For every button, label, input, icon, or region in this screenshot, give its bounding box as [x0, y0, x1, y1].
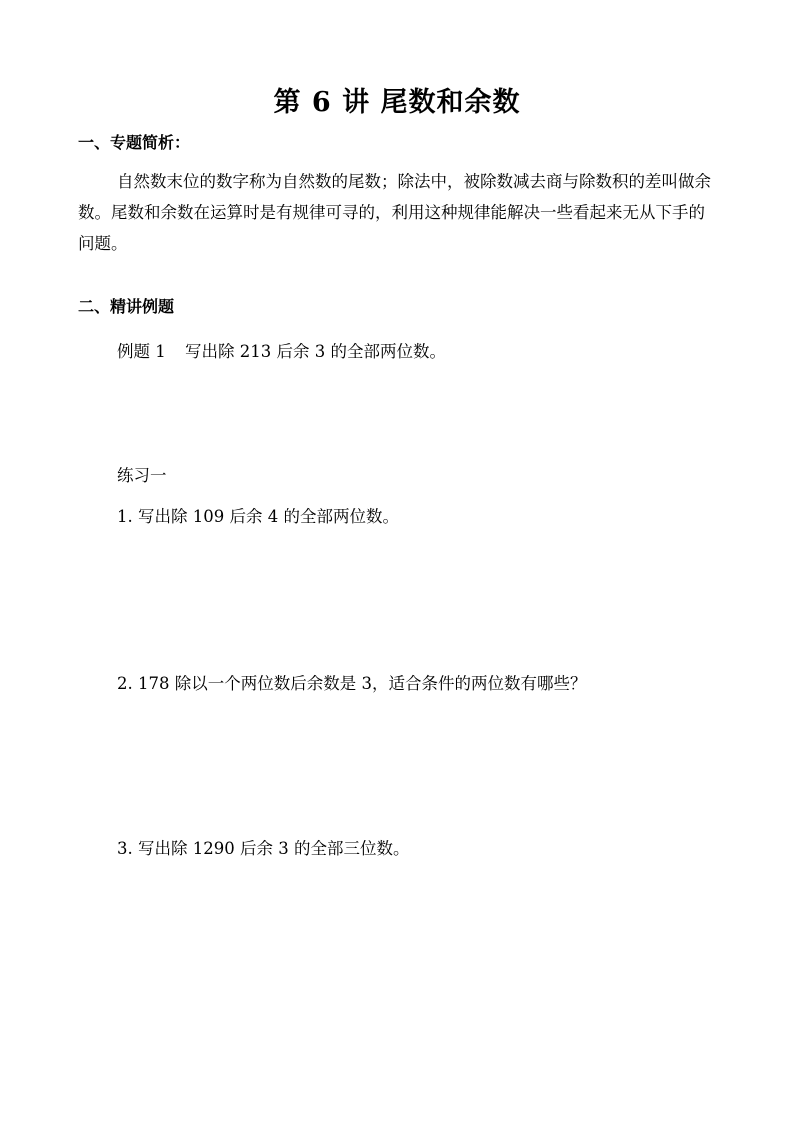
practice-item-2: 2. 178 除以一个两位数后余数是 3，适合条件的两位数有哪些？ — [117, 674, 587, 693]
example-1 — [117, 338, 446, 362]
practice-item-3: 3. 写出除 1290 后余 3 的全部三位数。 — [117, 839, 410, 858]
section-heading-examples: 二、精讲例题 — [78, 297, 175, 316]
example-1-text: 写出除 213 后余 3 的全部两位数。 — [185, 342, 446, 361]
page-title: 第 6 讲 尾数和余数 — [273, 87, 521, 118]
practice-item-1: 1. 写出除 109 后余 4 的全部两位数。 — [117, 507, 399, 526]
example-1-label: 例题 1 — [117, 342, 166, 361]
analysis-paragraph: 自然数末位的数字称为自然数的尾数；除法中，被除数减去商与除数积的差叫做余数。尾数和余数在运算时是有规律可寻的，利用这种规律能解决一些看起来无从下手的问题。 — [78, 172, 711, 253]
practice-heading: 练习一 — [117, 466, 167, 485]
section-heading-analysis: 一、专题简析： — [78, 133, 191, 152]
